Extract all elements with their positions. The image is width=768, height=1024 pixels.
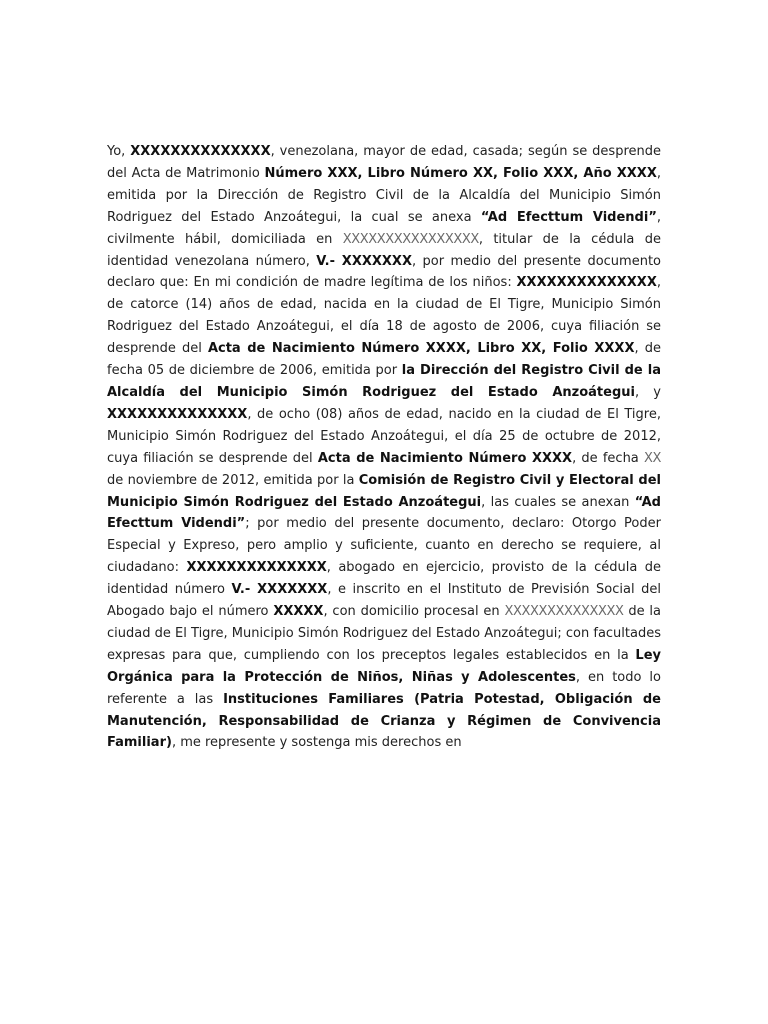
text-segment: , de fecha 05 de diciembre de 2006, emitida por — [107, 341, 661, 379]
text-segment: ; por medio del presente documento, declaro: Otorgo Poder Especial y Expreso, pero amplio y suficiente, cuanto en derecho se requiere, al ciudadano: — [107, 516, 661, 576]
document-body-paragraph — [107, 141, 661, 754]
text-segment: de noviembre de 2012, emitida por la — [107, 472, 359, 488]
bold-segment: XXXXX — [273, 604, 324, 620]
bold-segment: Ley Orgánica para la Protección de Niños, Niñas y Adolescentes — [107, 647, 661, 685]
text-segment: , me represente y sostenga mis derechos en — [171, 735, 462, 751]
bold-segment: XXXXXXXXXXXXXX — [130, 144, 271, 159]
text-segment: , emitida por la Dirección de Registro Civil de la Alcaldía del Municipio Simón Rodriguez del Estado Anzoátegui, la cual se anexa — [107, 165, 661, 225]
placeholder-segment: XXXXXXXXXXXXXXXX — [342, 231, 479, 247]
bold-segment: “Ad Efecttum Videndi” — [480, 209, 657, 225]
bold-segment: “Ad Efecttum Videndi” — [107, 494, 661, 532]
text-segment: , y — [634, 384, 661, 400]
bold-segment: Número XXX, Libro Número XX, Folio XXX, Año XXXX — [264, 165, 657, 181]
placeholder-segment: XXXXXXXXXXXXXX — [504, 604, 624, 620]
text-segment: , las cuales se anexan — [481, 494, 635, 510]
text-segment: , titular de la cédula de identidad venezolana número, — [107, 231, 661, 269]
text-segment: , venezolana, mayor de edad, casada; según se desprende del Acta de Matrimonio — [107, 144, 661, 181]
text-segment: , por medio del presente documento declaro que: En mi condición de madre legítima de los niños: — [107, 253, 661, 291]
bold-segment: XXXXXXXXXXXXXX — [516, 275, 657, 291]
text-segment: , e inscrito en el Instituto de Previsión Social del Abogado bajo el número — [107, 582, 661, 620]
text-segment: , de fecha — [572, 450, 644, 466]
bold-segment: Acta de Nacimiento Número XXXX — [317, 450, 573, 466]
text-segment: , en todo lo referente a las — [107, 669, 661, 707]
bold-segment: XXXXXXXXXXXXXX — [107, 406, 248, 422]
bold-segment: Comisión de Registro Civil y Electoral del Municipio Simón Rodriguez del Estado Anzoátegui — [107, 472, 661, 510]
bold-segment: V.- XXXXXXX — [231, 582, 328, 598]
text-segment: de la ciudad de El Tigre, Municipio Simón Rodriguez del Estado Anzoátegui; con facultades expresas para que, cumpliendo con los preceptos legales establecidos en la — [107, 604, 661, 663]
bold-segment: Instituciones Familiares (Patria Potestad, Obligación de Manutención, Responsabilidad de Crianza y Régimen de Convivencia Familiar) — [107, 691, 661, 751]
text-segment: , de ocho (08) años de edad, nacido en la ciudad de El Tigre, Municipio Simón Rodriguez del Estado Anzoátegui, el día 25 de octubre de 2012, cuya filiación se desprende del — [107, 406, 661, 466]
text-segment: , abogado en ejercicio, provisto de la cédula de identidad número — [107, 560, 662, 598]
text-segment: , con domicilio procesal en — [323, 604, 505, 620]
bold-segment: V.- XXXXXXX — [316, 253, 412, 269]
bold-segment: XXXXXXXXXXXXXX — [186, 560, 327, 576]
bold-segment: la Dirección del Registro Civil de la Alcaldía del Municipio Simón Rodriguez del Estado Anzoátegui — [107, 363, 662, 400]
bold-segment: Acta de Nacimiento Número XXXX, Libro XX, Folio XXXX — [207, 341, 635, 357]
text-segment: , civilmente hábil, domiciliada en — [107, 209, 662, 247]
text-segment: , de catorce (14) años de edad, nacida en la ciudad de El Tigre, Municipio Simón Rodriguez del Estado Anzoátegui, el día 18 de agosto de 2006, cuya filiación se desprende del — [107, 275, 661, 357]
text-segment: Yo, — [107, 144, 131, 159]
placeholder-segment: XX — [643, 450, 661, 466]
